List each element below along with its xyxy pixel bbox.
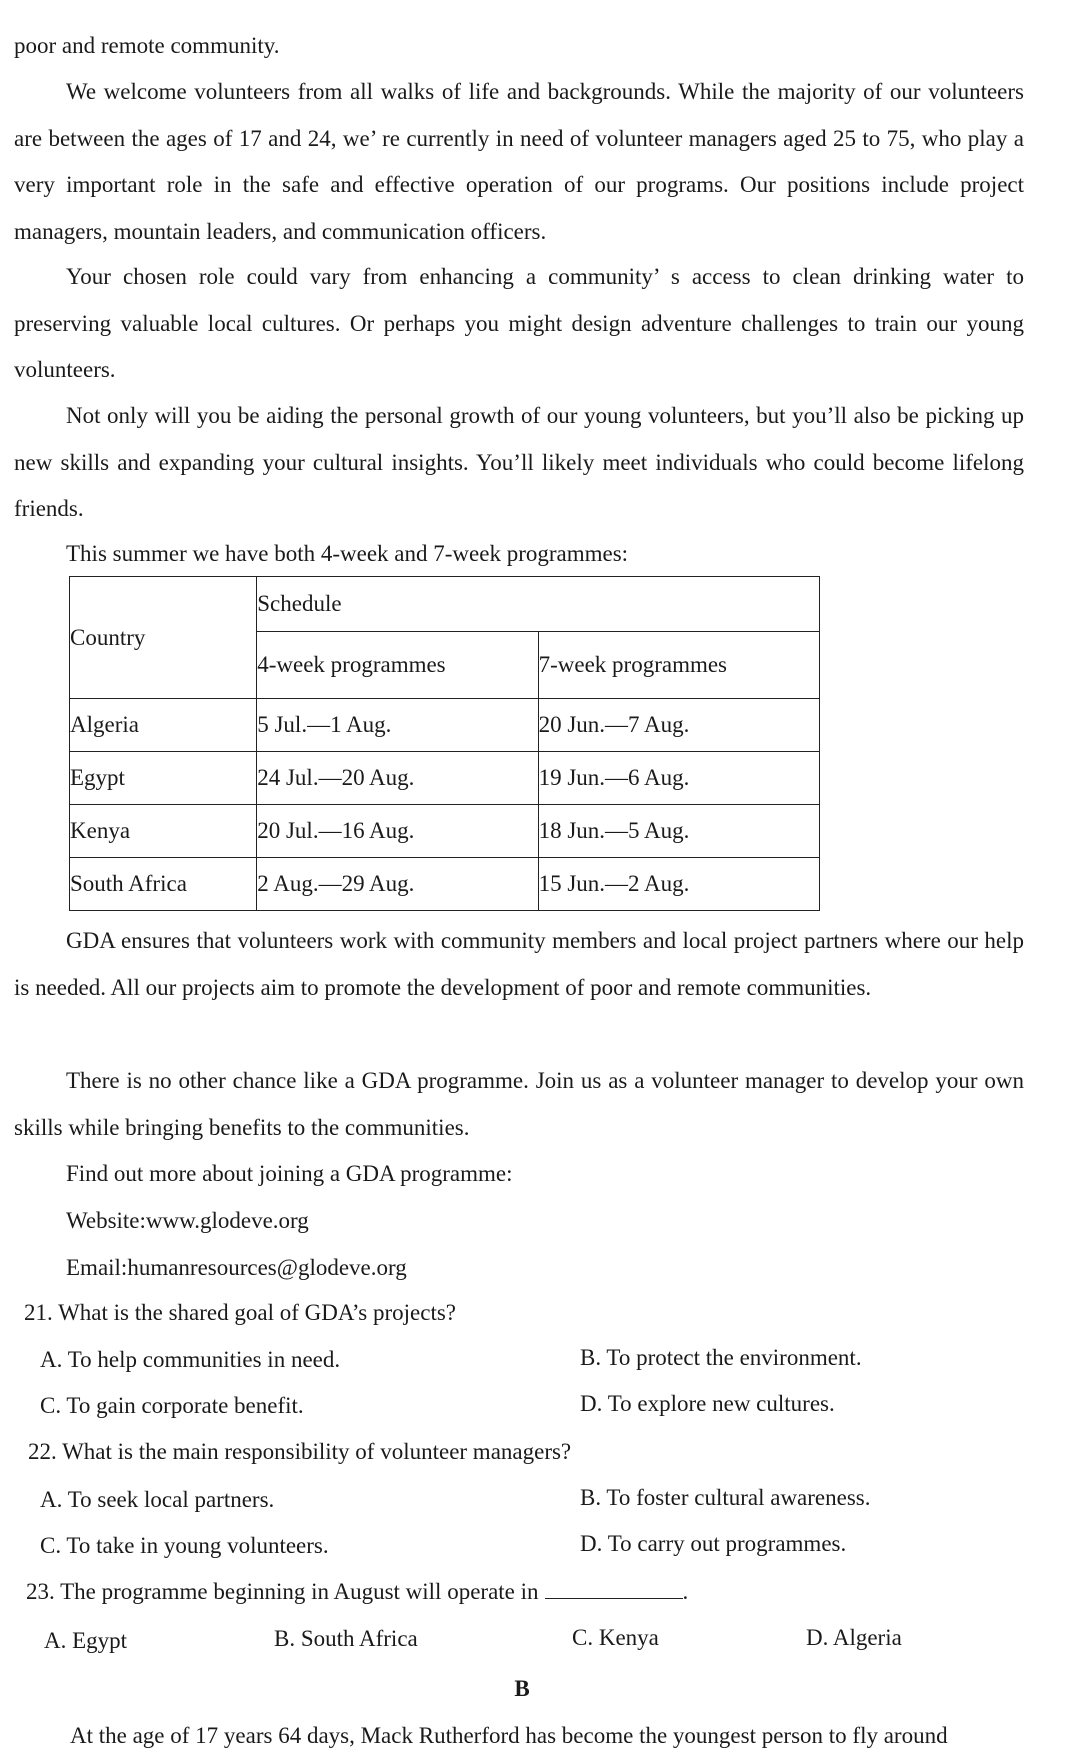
option-23b[interactable]: B. South Africa xyxy=(274,1626,418,1651)
header-country: Country xyxy=(70,577,257,699)
cell-7week: 20 Jun.—7 Aug. xyxy=(538,699,819,752)
cell-7week: 15 Jun.—2 Aug. xyxy=(538,858,819,911)
option-22a[interactable]: A. To seek local partners. xyxy=(40,1487,275,1512)
cell-4week: 20 Jul.—16 Aug. xyxy=(257,805,538,858)
paragraph-roles: Your chosen role could vary from enhancing a community’ s access to clean drinking water to preserving valuable local cultures. Or perhaps you might design adventure challenges to train our young volunteers. xyxy=(14,264,1024,382)
paragraph-gda-ensures: GDA ensures that volunteers work with community members and local project partners where our help is needed. All our projects aim to promote the development of poor and remote communities. xyxy=(14,928,1024,1000)
option-21d[interactable]: D. To explore new cultures. xyxy=(580,1391,835,1416)
header-4week: 4-week programmes xyxy=(257,632,538,699)
question-21: 21. What is the shared goal of GDA’s projects? xyxy=(24,1300,457,1325)
contact-intro: Find out more about joining a GDA programme: xyxy=(66,1161,513,1186)
question-22: 22. What is the main responsibility of volunteer managers? xyxy=(28,1439,572,1464)
table-row xyxy=(70,699,820,752)
option-22d[interactable]: D. To carry out programmes. xyxy=(580,1531,847,1556)
option-23a[interactable]: A. Egypt xyxy=(44,1628,128,1653)
cell-7week: 18 Jun.—5 Aug. xyxy=(538,805,819,858)
cell-4week: 24 Jul.—20 Aug. xyxy=(257,752,538,805)
option-22c[interactable]: C. To take in young volunteers. xyxy=(40,1533,329,1558)
table-row xyxy=(70,858,820,911)
cell-4week: 5 Jul.—1 Aug. xyxy=(257,699,538,752)
header-schedule: Schedule xyxy=(257,577,820,632)
table-row xyxy=(70,805,820,858)
cell-country: Algeria xyxy=(70,699,257,752)
header-7week: 7-week programmes xyxy=(538,632,819,699)
paragraph-benefits: Not only will you be aiding the personal growth of our young volunteers, but you’ll also be picking up new skills and expanding your cultural insights. You’ll likely meet individuals who could become lifelong friends. xyxy=(14,403,1024,521)
cell-country: Kenya xyxy=(70,805,257,858)
option-23d[interactable]: D. Algeria xyxy=(806,1625,902,1650)
contact-email: Email:humanresources@glodeve.org xyxy=(66,1255,407,1280)
question-23-stem: 23. The programme beginning in August will operate in xyxy=(26,1579,539,1604)
cell-7week: 19 Jun.—6 Aug. xyxy=(538,752,819,805)
next-passage-start: At the age of 17 years 64 days, Mack Rutherford has become the youngest person to fly around xyxy=(70,1723,948,1748)
table-intro: This summer we have both 4-week and 7-week programmes: xyxy=(66,541,629,566)
table-row xyxy=(70,752,820,805)
paragraph-continuation: poor and remote community. xyxy=(14,33,280,58)
section-label: B xyxy=(514,1676,530,1701)
option-21b[interactable]: B. To protect the environment. xyxy=(580,1345,862,1370)
cell-4week: 2 Aug.—29 Aug. xyxy=(257,858,538,911)
option-21a[interactable]: A. To help communities in need. xyxy=(40,1347,341,1372)
cell-country: South Africa xyxy=(70,858,257,911)
option-22b[interactable]: B. To foster cultural awareness. xyxy=(580,1485,871,1510)
cell-country: Egypt xyxy=(70,752,257,805)
answer-blank xyxy=(545,1576,683,1599)
schedule-table xyxy=(69,576,820,911)
paragraph-volunteers: We welcome volunteers from all walks of life and backgrounds. While the majority of our volunteers are between the ages of 17 and 24, we’ re currently in need of volunteer managers aged 25 to 75, who play a very important role in the safe and effective operation of our programs. Our positions include project managers, mountain leaders, and communication officers. xyxy=(14,79,1024,244)
option-23c[interactable]: C. Kenya xyxy=(572,1625,659,1650)
contact-website: Website:www.glodeve.org xyxy=(66,1208,309,1233)
question-23 xyxy=(26,1569,688,1616)
paragraph-no-other-chance: There is no other chance like a GDA programme. Join us as a volunteer manager to develop your own skills while bringing benefits to the communities. xyxy=(14,1068,1024,1140)
option-21c[interactable]: C. To gain corporate benefit. xyxy=(40,1393,304,1418)
question-23-end: . xyxy=(682,1579,689,1604)
